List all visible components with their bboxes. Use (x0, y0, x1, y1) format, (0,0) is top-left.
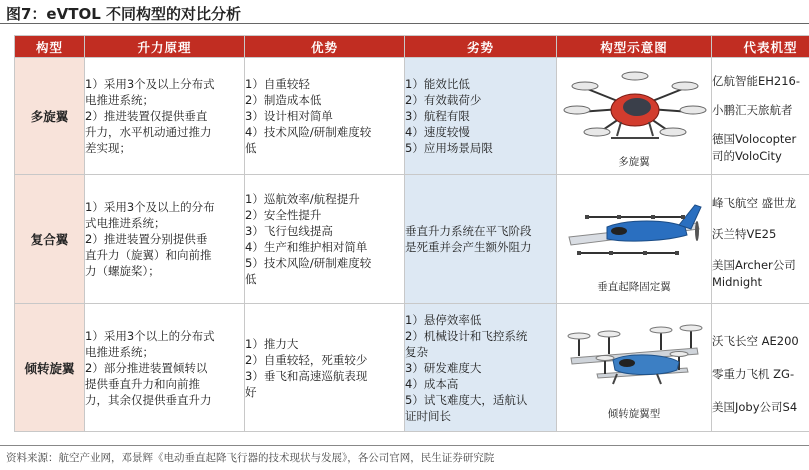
compound-wing-evtol-icon (557, 183, 712, 275)
advantage-line: 低 (245, 141, 257, 155)
advantages-cell (245, 304, 405, 432)
advantage-line: 4）生产和维护相对简单 (245, 240, 368, 254)
advantages-cell (245, 175, 405, 304)
disadvantage-line: 垂直升力系统在平飞阶段 (405, 224, 532, 238)
advantage-line: 1）推力大 (245, 336, 299, 351)
disadvantages-cell (405, 58, 557, 175)
source-note: 资料来源：航空产业网，邓景辉《电动垂直起降飞行器的技术现状与发展》，各公司官网，民生证券研究院 (6, 452, 495, 464)
header-row (15, 36, 809, 58)
model-name: 沃飞长空 AE200 (712, 334, 799, 348)
diagram-cell (557, 58, 712, 175)
advantage-line: 1）自重较轻 (245, 77, 310, 91)
disadvantage-line: 5）试飞难度大，适航认 (405, 392, 528, 407)
diagram-caption: 倾转旋翼型 (607, 408, 661, 420)
header-models: 代表机型 (712, 36, 809, 58)
source-divider (0, 445, 809, 446)
model-name: 德国Volocopter (712, 132, 797, 146)
advantages-cell (245, 58, 405, 175)
disadvantage-line: 证时间长 (405, 408, 451, 423)
advantage-line: 1）巡航效率/航程提升 (245, 192, 360, 206)
principle-line: 1）采用3个以上的分布式 (85, 328, 215, 343)
disadvantage-line: 4）成本高 (405, 376, 459, 391)
figure-title: 图7：eVTOL 不同构型的对比分析 (6, 5, 241, 23)
advantage-line: 3）设计相对简单 (245, 109, 333, 123)
header-diagram: 构型示意图 (557, 36, 712, 58)
principle-line: 差实现； (85, 141, 131, 155)
advantage-line: 低 (245, 272, 257, 286)
advantage-line: 3）垂飞和高速巡航表现 (245, 368, 368, 383)
principle-line: 2）推进装置分别提供垂 (85, 232, 208, 246)
disadvantages-cell (405, 175, 557, 304)
principle-line: 1）采用3个及以上的分布 (85, 200, 215, 214)
principle-line: 2）推进装置仅提供垂直 (85, 109, 208, 123)
disadvantage-line: 2）有效载荷少 (405, 93, 482, 107)
disadvantages-cell (405, 304, 557, 432)
diagram-caption: 垂直起降固定翼 (597, 281, 671, 293)
type-cell: 复合翼 (15, 175, 85, 304)
title-divider (0, 23, 809, 24)
models-cell (712, 58, 809, 175)
table-row (15, 58, 809, 175)
principle-line: 2）部分推进装置倾转以 (85, 360, 208, 375)
header-advantages: 优势 (245, 36, 405, 58)
principle-line: 力（螺旋桨）； (85, 264, 160, 278)
advantage-line: 好 (245, 384, 257, 399)
models-cell (712, 304, 809, 432)
disadvantage-line: 3）航程有限 (405, 109, 470, 123)
advantage-line: 3）飞行包线提高 (245, 224, 333, 238)
principle-line: 升力，水平机动通过推力 (85, 125, 212, 139)
disadvantage-line: 2）机械设计和飞控系统 (405, 328, 528, 343)
advantage-line: 4）技术风险/研制难度较 (245, 125, 372, 139)
diagram-cell (557, 175, 712, 304)
principle-cell (85, 304, 245, 432)
model-name: 美国Joby公司S4 (712, 400, 798, 414)
principle-line: 提供垂直升力和向前推 (85, 376, 200, 391)
principle-line: 直升力（旋翼）和向前推 (85, 248, 212, 262)
principle-line: 1）采用3个及以上分布式 (85, 77, 215, 91)
disadvantage-line: 5）应用场景局限 (405, 141, 493, 155)
model-name: Midnight (712, 275, 762, 289)
header-disadvantages: 劣势 (405, 36, 557, 58)
model-name: 美国Archer公司 (712, 258, 796, 272)
disadvantage-line: 1）能效比低 (405, 77, 470, 91)
disadvantage-line: 是死重并会产生额外阻力 (405, 240, 532, 254)
disadvantage-line: 复杂 (405, 344, 428, 359)
diagram-caption: 多旋翼 (618, 156, 650, 168)
principle-cell (85, 175, 245, 304)
table-row (15, 175, 809, 304)
principle-line: 式电推进系统； (85, 216, 166, 230)
model-name: 亿航智能EH216- (712, 74, 801, 88)
multirotor-evtol-icon (557, 62, 712, 154)
model-name: 小鹏汇天旅航者 (712, 103, 793, 117)
model-name: 零重力飞机 ZG- (712, 367, 795, 381)
table-row (15, 304, 809, 432)
principle-line: 力，其余仅提供垂直升力 (85, 392, 212, 407)
advantage-line: 2）自重较轻，死重较少 (245, 352, 368, 367)
principle-line: 电推进系统； (85, 344, 154, 359)
model-name: 峰飞航空 盛世龙 (712, 196, 797, 210)
principle-cell (85, 58, 245, 175)
model-name: 司的VoloCity (712, 149, 782, 163)
diagram-cell (557, 304, 712, 432)
header-type: 构型 (15, 36, 85, 58)
principle-line: 电推进系统； (85, 93, 154, 107)
advantage-line: 2）安全性提升 (245, 208, 322, 222)
disadvantage-line: 1）悬停效率低 (405, 312, 482, 327)
type-cell: 多旋翼 (15, 58, 85, 175)
tiltrotor-evtol-icon (557, 310, 712, 402)
comparison-table (14, 35, 809, 432)
disadvantage-line: 3）研发难度大 (405, 360, 482, 375)
disadvantage-line: 4）速度较慢 (405, 125, 470, 139)
advantage-line: 5）技术风险/研制难度较 (245, 256, 372, 270)
header-principle: 升力原理 (85, 36, 245, 58)
model-name: 沃兰特VE25 (712, 227, 777, 241)
type-cell: 倾转旋翼 (15, 304, 85, 432)
advantage-line: 2）制造成本低 (245, 93, 322, 107)
models-cell (712, 175, 809, 304)
